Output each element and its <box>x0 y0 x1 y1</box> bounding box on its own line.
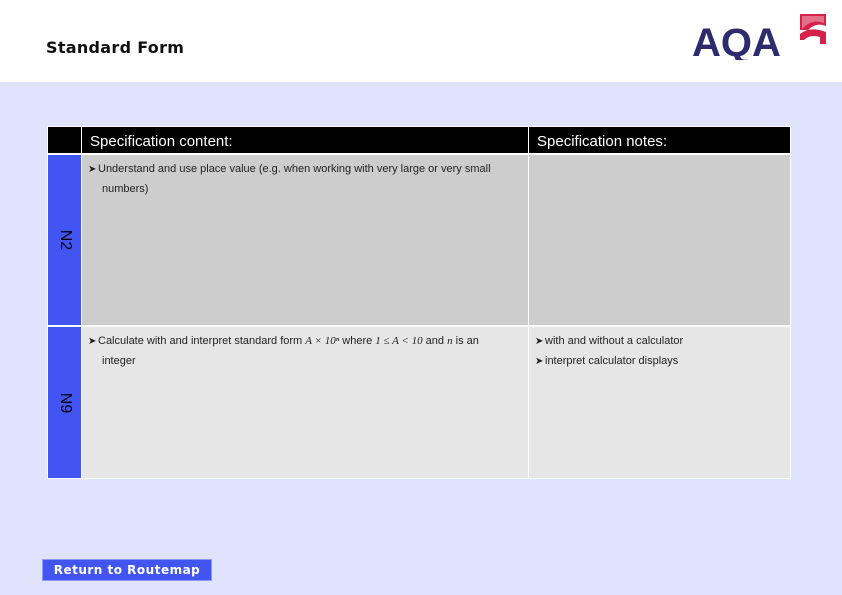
row-code-label: N9 <box>56 392 74 413</box>
row-notes-n2 <box>529 155 790 325</box>
arrow-bullet-icon: ➤ <box>88 164 97 175</box>
note-item: ➤ with and without a calculator <box>535 335 684 347</box>
header-corner <box>48 127 81 153</box>
logo-flag-icon <box>800 14 826 44</box>
arrow-bullet-icon: ➤ <box>535 336 544 347</box>
row-notes-n9 <box>529 327 790 478</box>
header-notes-cell <box>529 127 790 153</box>
arrow-bullet-icon: ➤ <box>88 336 97 347</box>
header-notes-label: Specification notes: <box>537 133 668 150</box>
list-item-continuation: integer <box>102 355 136 367</box>
list-item-continuation: numbers) <box>102 183 149 195</box>
page-title: Standard Form <box>46 38 185 57</box>
specification-table <box>47 126 791 479</box>
row-code-n9 <box>48 327 81 478</box>
note-item: ➤ interpret calculator displays <box>535 355 679 367</box>
header-content-label: Specification content: <box>90 133 233 150</box>
aqa-logo <box>692 12 828 60</box>
header <box>0 0 842 82</box>
arrow-bullet-icon: ➤ <box>535 356 544 367</box>
row-code-label: N2 <box>56 229 74 251</box>
list-item: ➤ Understand and use place value (e.g. when working with very large or very small <box>88 163 491 175</box>
row-content-n9 <box>82 327 528 478</box>
logo-text: AQA <box>692 21 781 60</box>
list-item: ➤ Calculate with and interpret standard form A × 10ⁿ where 1 ≤ A < 10 and n is an <box>88 335 479 347</box>
return-to-routemap-button[interactable]: Return to Routemap <box>42 559 212 581</box>
row-code-n2 <box>48 155 81 325</box>
header-content-cell <box>82 127 528 153</box>
row-content-n2 <box>82 155 528 325</box>
aqa-logo-icon <box>692 12 828 60</box>
